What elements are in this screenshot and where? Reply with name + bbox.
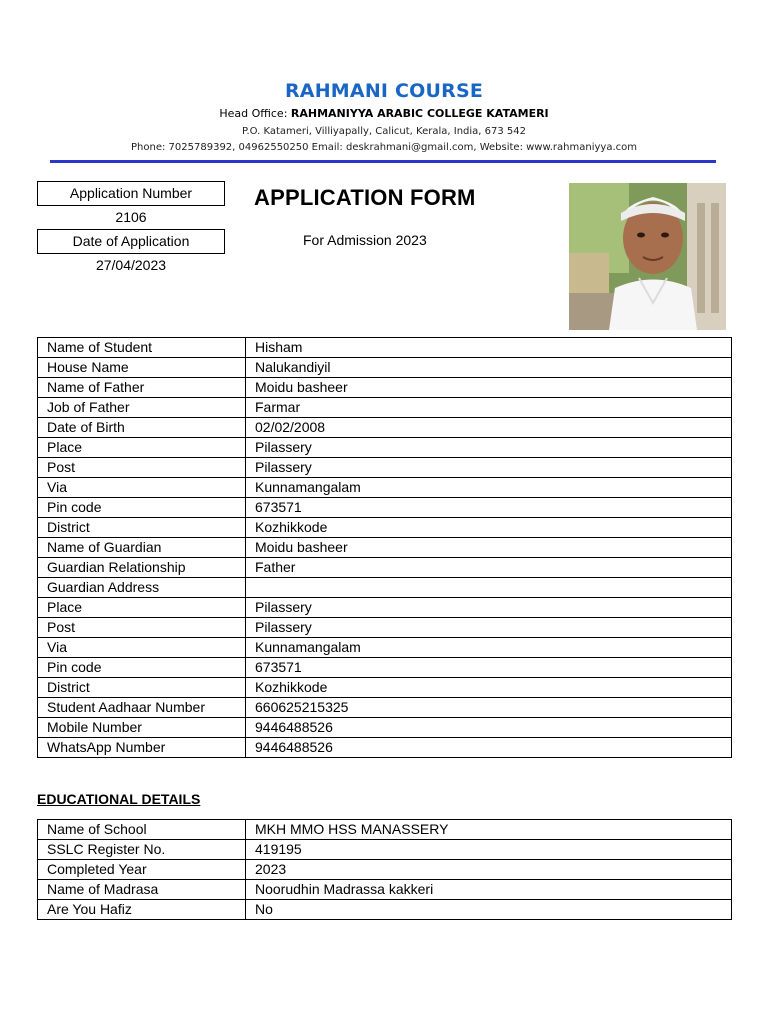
table-row xyxy=(38,698,732,718)
field-label: WhatsApp Number xyxy=(38,738,246,758)
application-number-label: Application Number xyxy=(37,181,225,206)
field-label: Post xyxy=(38,618,246,638)
table-row xyxy=(38,518,732,538)
letterhead xyxy=(0,78,768,156)
field-value: 673571 xyxy=(246,498,732,518)
field-label: Name of Student xyxy=(38,338,246,358)
head-office-label: Head Office: xyxy=(219,107,288,120)
form-subtitle: For Admission 2023 xyxy=(303,232,427,248)
field-value: Hisham xyxy=(246,338,732,358)
field-value: No xyxy=(246,900,732,920)
field-label: SSLC Register No. xyxy=(38,840,246,860)
table-row xyxy=(38,338,732,358)
field-label: Date of Birth xyxy=(38,418,246,438)
application-number-value: 2106 xyxy=(115,209,147,225)
field-label: Place xyxy=(38,438,246,458)
field-value: 660625215325 xyxy=(246,698,732,718)
field-label: Pin code xyxy=(38,658,246,678)
table-row xyxy=(38,738,732,758)
contact-line: Phone: 7025789392, 04962550250 Email: deskrahmani@gmail.com, Website: www.rahmaniyya.com xyxy=(131,142,637,153)
field-label: House Name xyxy=(38,358,246,378)
table-row xyxy=(38,398,732,418)
field-label: Mobile Number xyxy=(38,718,246,738)
field-value xyxy=(246,578,732,598)
address-line: P.O. Katameri, Villiyapally, Calicut, Kerala, India, 673 542 xyxy=(241,126,526,137)
field-label: Guardian Address xyxy=(38,578,246,598)
table-row xyxy=(38,358,732,378)
field-label: Name of Madrasa xyxy=(38,880,246,900)
form-title: APPLICATION FORM xyxy=(254,185,476,210)
table-row xyxy=(38,658,732,678)
field-label: Name of School xyxy=(38,820,246,840)
table-row xyxy=(38,478,732,498)
field-label: District xyxy=(38,678,246,698)
field-value: Pilassery xyxy=(246,438,732,458)
educational-details-table xyxy=(37,819,732,920)
field-value: 9446488526 xyxy=(246,738,732,758)
application-date-value: 27/04/2023 xyxy=(95,257,167,273)
field-value: Pilassery xyxy=(246,598,732,618)
field-label: Student Aadhaar Number xyxy=(38,698,246,718)
application-date-label: Date of Application xyxy=(37,229,225,254)
field-value: Moidu basheer xyxy=(246,378,732,398)
field-value: 419195 xyxy=(246,840,732,860)
field-value: Father xyxy=(246,558,732,578)
field-label: Via xyxy=(38,478,246,498)
table-row xyxy=(38,618,732,638)
table-row xyxy=(38,860,732,880)
field-label: Pin code xyxy=(38,498,246,518)
field-value: Pilassery xyxy=(246,458,732,478)
field-value: MKH MMO HSS MANASSERY xyxy=(246,820,732,840)
org-title: RAHMANI COURSE xyxy=(284,80,484,102)
table-row xyxy=(38,578,732,598)
field-label: Name of Father xyxy=(38,378,246,398)
table-row xyxy=(38,900,732,920)
table-row xyxy=(38,678,732,698)
field-label: Completed Year xyxy=(38,860,246,880)
table-row xyxy=(38,418,732,438)
head-office-name: RAHMANIYYA ARABIC COLLEGE KATAMERI xyxy=(290,107,549,120)
field-value: 9446488526 xyxy=(246,718,732,738)
header-rule xyxy=(50,160,716,163)
field-label: Post xyxy=(38,458,246,478)
table-row xyxy=(38,558,732,578)
table-row xyxy=(38,378,732,398)
head-office-line xyxy=(0,106,768,122)
table-row xyxy=(38,598,732,618)
field-value: Pilassery xyxy=(246,618,732,638)
table-row xyxy=(38,438,732,458)
field-label: District xyxy=(38,518,246,538)
field-label: Place xyxy=(38,598,246,618)
table-row xyxy=(38,538,732,558)
field-label: Via xyxy=(38,638,246,658)
student-details-table xyxy=(37,337,732,758)
field-value: 02/02/2008 xyxy=(246,418,732,438)
table-row xyxy=(38,458,732,478)
field-label: Guardian Relationship xyxy=(38,558,246,578)
table-row xyxy=(38,638,732,658)
field-value: 2023 xyxy=(246,860,732,880)
table-row xyxy=(38,880,732,900)
educational-details-heading: EDUCATIONAL DETAILS xyxy=(37,791,201,807)
field-label: Are You Hafiz xyxy=(38,900,246,920)
field-value: 673571 xyxy=(246,658,732,678)
field-value: Farmar xyxy=(246,398,732,418)
student-photo xyxy=(569,183,726,330)
field-value: Moidu basheer xyxy=(246,538,732,558)
field-value: Kunnamangalam xyxy=(246,478,732,498)
field-label: Name of Guardian xyxy=(38,538,246,558)
field-value: Kunnamangalam xyxy=(246,638,732,658)
table-row xyxy=(38,820,732,840)
field-label: Job of Father xyxy=(38,398,246,418)
table-row xyxy=(38,498,732,518)
table-row xyxy=(38,840,732,860)
field-value: Kozhikkode xyxy=(246,518,732,538)
table-row xyxy=(38,718,732,738)
field-value: Kozhikkode xyxy=(246,678,732,698)
field-value: Noorudhin Madrassa kakkeri xyxy=(246,880,732,900)
field-value: Nalukandiyil xyxy=(246,358,732,378)
